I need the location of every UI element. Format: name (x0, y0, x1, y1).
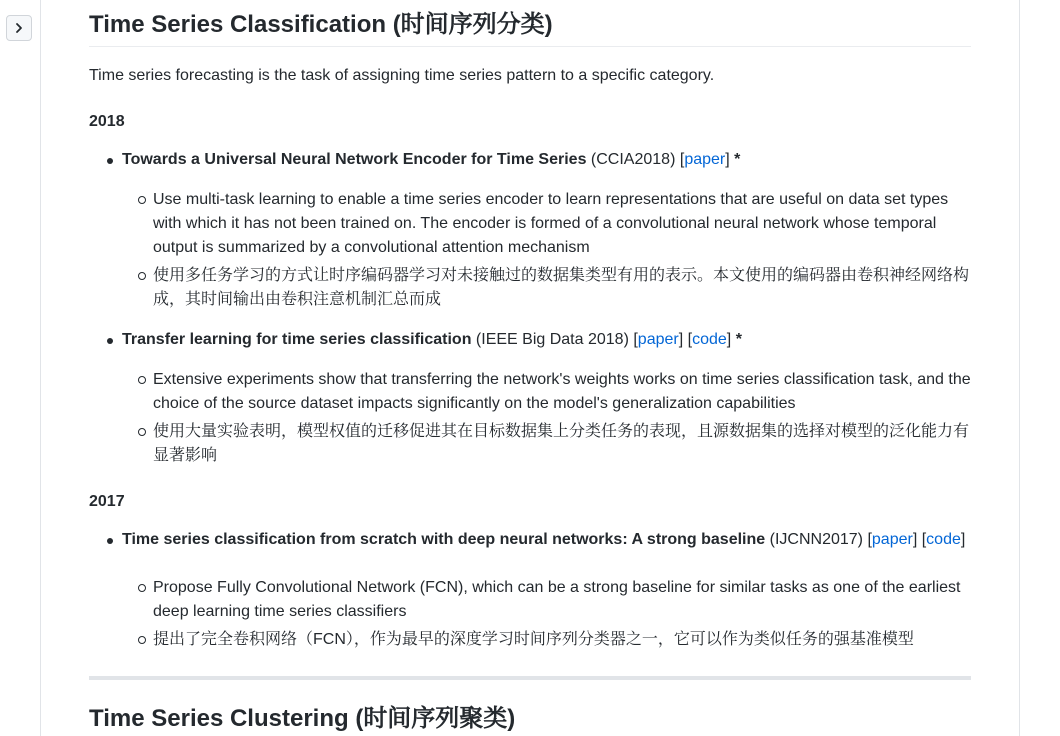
note-text: 使用大量实验表明，模型权值的迁移促进其在目标数据集上分类任务的表现，且源数据集的选择对模型的泛化能力有显著影响 (153, 423, 970, 464)
paper-venue: (CCIA2018) (590, 151, 676, 168)
year-heading-2018: 2018 (89, 113, 125, 130)
paper-link[interactable]: paper (871, 531, 913, 548)
section-heading-clustering: Time Series Clustering (时间序列聚类) (89, 705, 516, 732)
circle-bullet-icon (138, 196, 146, 204)
horizontal-rule (89, 676, 971, 680)
circle-bullet-icon (138, 272, 146, 280)
paper-title: Time series classification from scratch with deep neural networks: A strong baseline (122, 531, 766, 548)
left-sidebar-gutter (0, 0, 41, 736)
star-marker: * (734, 151, 741, 168)
note-text: Propose Fully Convolutional Network (FCN), which can be a strong baseline for similar tasks as one of the earliest deep learning time series classifiers (153, 579, 961, 620)
note-text: Use multi-task learning to enable a time series encoder to learn representations that are useful on data set types with which it has not been trained on. The encoder is formed of a convolutional neural network whose temporal output is summarized by a convolutional attention mechanism (153, 191, 949, 256)
year-heading-2017: 2017 (89, 493, 125, 510)
note-text: Extensive experiments show that transferring the network's weights works on time series classification task, and the choice of the source dataset impacts significantly on the model's generalization capabilities (153, 371, 971, 412)
note-text: 提出了完全卷积网络（FCN），作为最早的深度学习时间序列分类器之一，它可以作为类似任务的强基准模型 (153, 631, 914, 648)
code-link[interactable]: code (926, 531, 961, 548)
circle-bullet-icon (138, 428, 146, 436)
circle-bullet-icon (138, 636, 146, 644)
section-intro: Time series forecasting is the task of assigning time series pattern to a specific category. (89, 67, 715, 84)
circle-bullet-icon (138, 584, 146, 592)
content-right-border (1019, 0, 1020, 736)
paper-title: Transfer learning for time series classification (122, 331, 472, 348)
star-marker: * (735, 331, 742, 348)
paper-link[interactable]: paper (637, 331, 679, 348)
paper-title: Towards a Universal Neural Network Encoder for Time Series (122, 151, 587, 168)
section-heading-classification: Time Series Classification (时间序列分类) (89, 10, 971, 47)
bullet-icon (107, 538, 113, 544)
bullet-icon (107, 158, 113, 164)
expand-sidebar-button[interactable] (6, 15, 32, 41)
paper-venue: (IEEE Big Data 2018) (475, 331, 629, 348)
note-text: 使用多任务学习的方式让时序编码器学习对未接触过的数据集类型有用的表示。本文使用的编码器由卷积神经网络构成，其时间输出由卷积注意机制汇总而成 (153, 267, 970, 308)
circle-bullet-icon (138, 376, 146, 384)
bullet-icon (107, 338, 113, 344)
code-link[interactable]: code (692, 331, 727, 348)
paper-venue: (IJCNN2017) (769, 531, 863, 548)
chevron-right-icon (14, 22, 24, 34)
paper-link[interactable]: paper (684, 151, 726, 168)
